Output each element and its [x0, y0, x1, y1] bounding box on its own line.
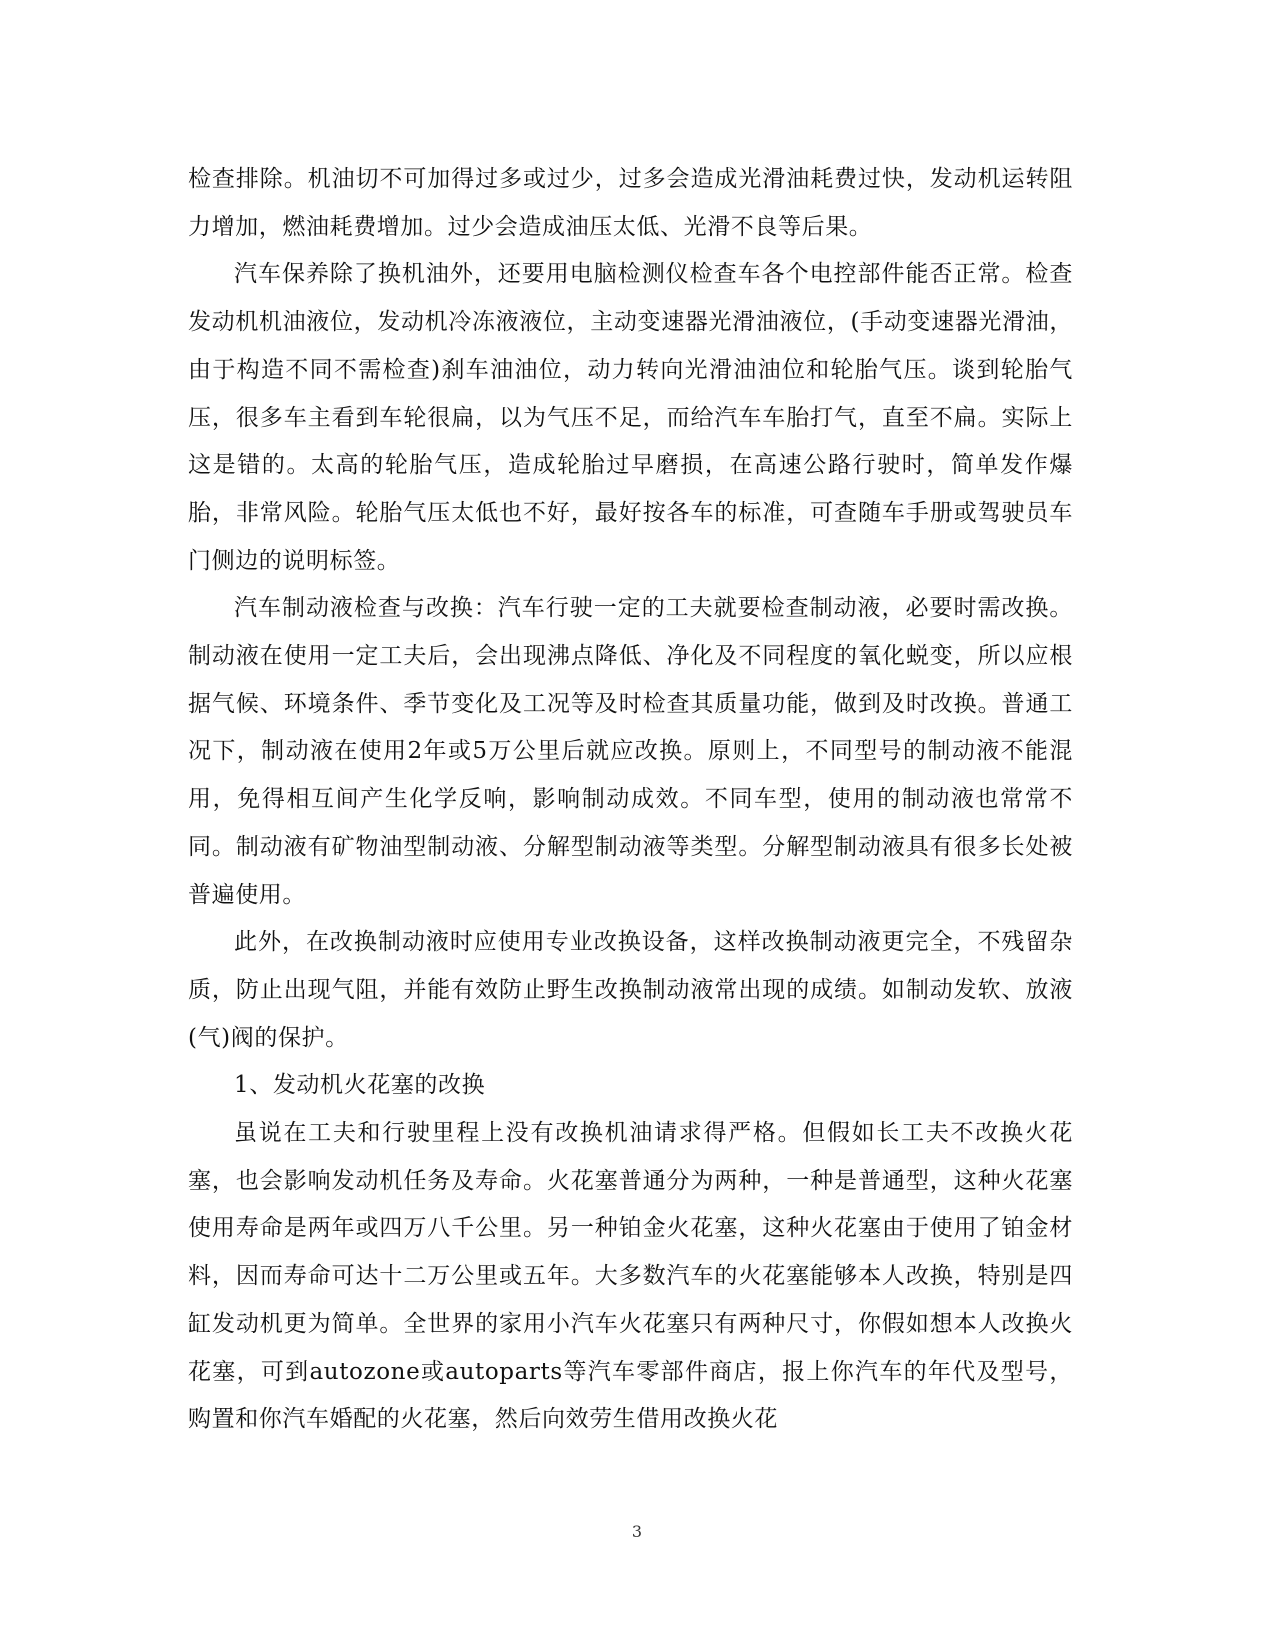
paragraph-4: 此外，在改换制动液时应使用专业改换设备，这样改换制动液更完全，不残留杂质，防止出现气阻，并能有效防止野生改换制动液常出现的成绩。如制动发软、放液(气)阀的保护。 — [188, 929, 1073, 1051]
paragraph-3: 汽车制动液检查与改换：汽车行驶一定的工夫就要检查制动液，必要时需改换。制动液在使用一定工夫后，会出现沸点降低、净化及不同程度的氧化蜕变，所以应根据气候、环境条件、季节变化及工况等及时检查其质量功能，做到及时改换。普通工况下，制动液在使用2年或5万公里后就应改换。原则上，不同型号的制动液不能混用，免得相互间产生化学反响，影响制动成效。不同车型，使用的制动液也常常不同。制动液有矿物油型制动液、分解型制动液等类型。分解型制动液具有很多长处被普遍使用。 — [188, 595, 1073, 908]
paragraph-2: 汽车保养除了换机油外，还要用电脑检测仪检查车各个电控部件能否正常。检查发动机机油液位，发动机冷冻液液位，主动变速器光滑油液位，(手动变速器光滑油，由于构造不同不需检查)刹车油油位，动力转向光滑油油位和轮胎气压。谈到轮胎气压，很多车主看到车轮很扁，以为气压不足，而给汽车车胎打气，直至不扁。实际上这是错的。太高的轮胎气压，造成轮胎过早磨损，在高速公路行驶时，简单发作爆胎，非常风险。轮胎气压太低也不好，最好按各车的标准，可查随车手册或驾驶员车门侧边的说明标签。 — [188, 261, 1073, 574]
page-number: 3 — [631, 1522, 643, 1541]
paragraph-1: 检查排除。机油切不可加得过多或过少，过多会造成光滑油耗费过快，发动机运转阻力增加，燃油耗费增加。过少会造成油压太低、光滑不良等后果。 — [188, 166, 1073, 240]
section-heading: 1、发动机火花塞的改换 — [234, 1072, 486, 1099]
paragraph-5: 虽说在工夫和行驶里程上没有改换机油请求得严格。但假如长工夫不改换火花塞，也会影响发动机任务及寿命。火花塞普通分为两种，一种是普通型，这种火花塞使用寿命是两年或四万八千公里。另一种铂金火花塞，这种火花塞由于使用了铂金材料，因而寿命可达十二万公里或五年。大多数汽车的火花塞能够本人改换，特别是四缸发动机更为简单。全世界的家用小汽车火花塞只有两种尺寸，你假如想本人改换火花塞，可到autozone或autoparts等汽车零部件商店，报上你汽车的年代及型号，购置和你汽车婚配的火花塞，然后向效劳生借用改换火花 — [188, 1120, 1073, 1433]
document-body — [188, 156, 1073, 1444]
